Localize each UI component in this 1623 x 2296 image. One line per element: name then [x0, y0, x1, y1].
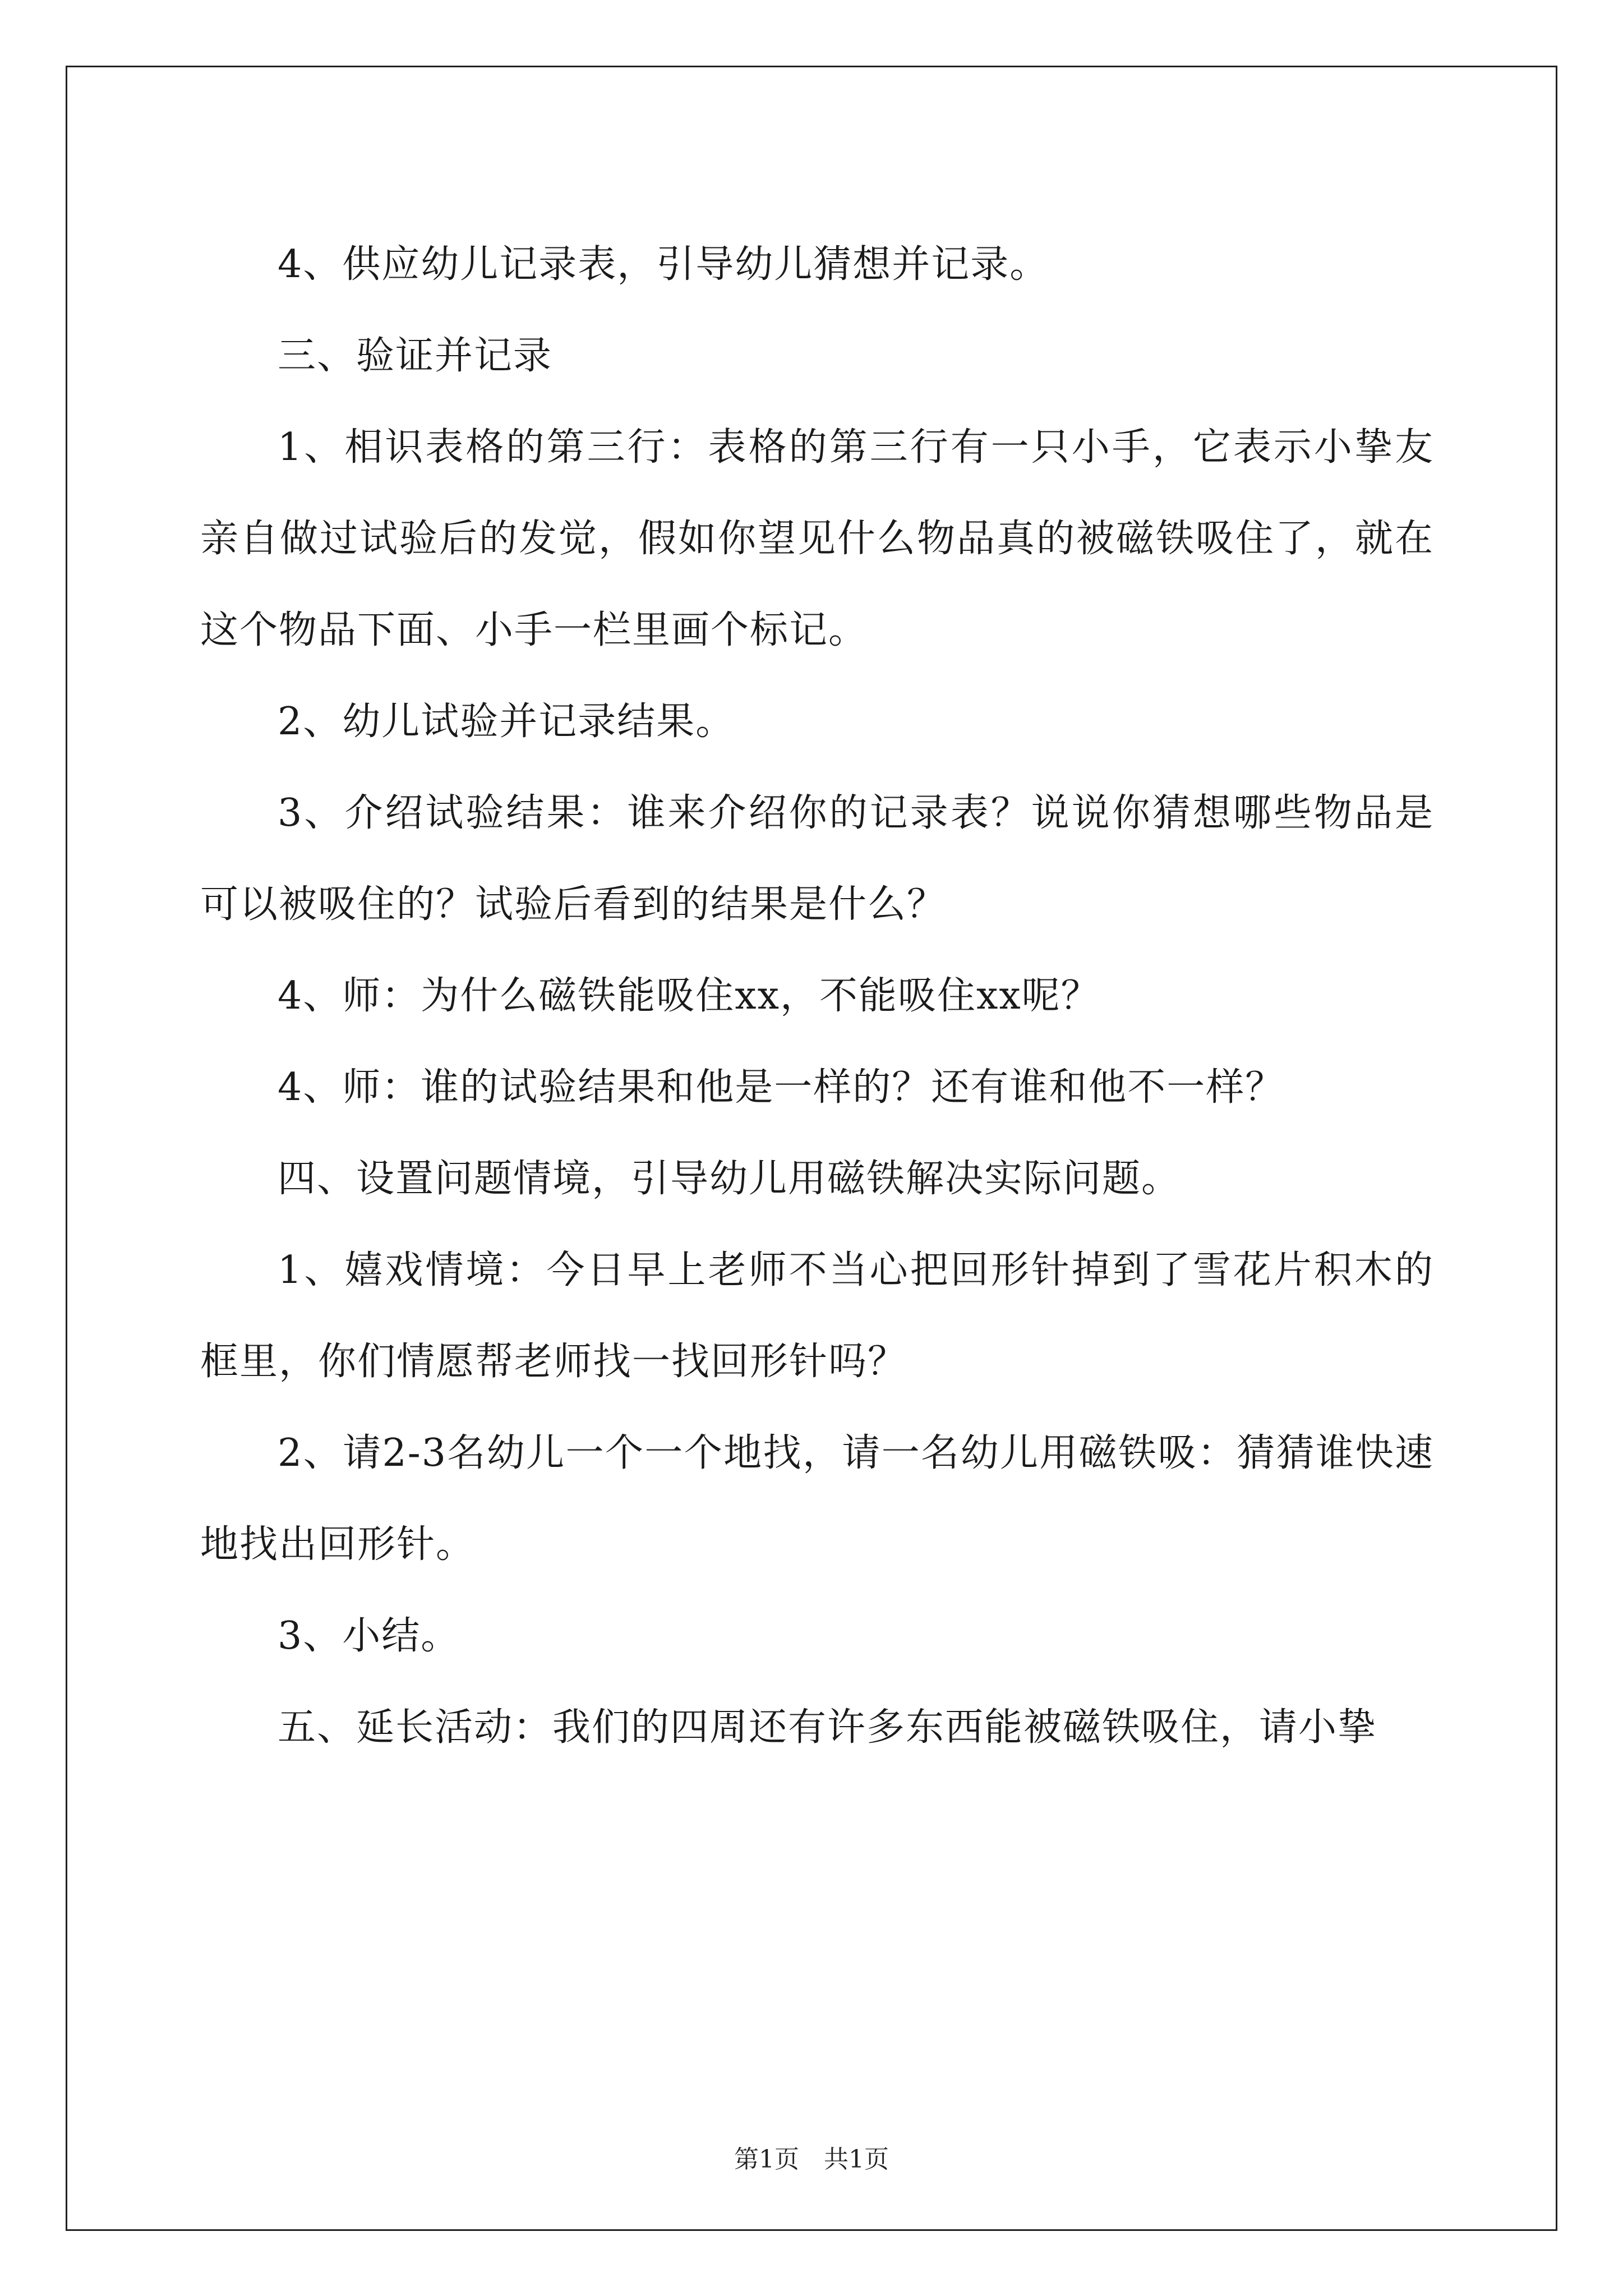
paragraph: 3、小结。 — [278, 1614, 460, 1658]
paragraph: 2、请2-3名幼儿一个一个地找，请一名幼儿用磁铁吸：猜猜谁快速地找出回形针。 — [200, 1431, 1434, 1567]
paragraph: 4、师：为什么磁铁能吸住xx，不能吸住xx呢？ — [278, 974, 1100, 1018]
paragraph: 1、相识表格的第三行：表格的第三行有一只小手，它表示小挚友亲自做过试验后的发觉，假如你望见什么物品真的被磁铁吸住了，就在这个物品下面、小手一栏里画个标记。 — [200, 425, 1434, 652]
paragraph: 4、师：谁的试验结果和他是一样的？还有谁和他不一样？ — [278, 1065, 1285, 1110]
paragraph: 4、供应幼儿记录表，引导幼儿猜想并记录。 — [278, 242, 1049, 287]
paragraph: 3、介绍试验结果：谁来介绍你的记录表？说说你猜想哪些物品是可以被吸住的？试验后看到的结果是什么？ — [200, 791, 1434, 927]
paragraph: 2、幼儿试验并记录结果。 — [278, 700, 735, 744]
paragraph: 1、嬉戏情境：今日早上老师不当心把回形针掉到了雪花片积木的框里，你们情愿帮老师找一找回形针吗？ — [200, 1248, 1434, 1384]
section-heading: 四、设置问题情境，引导幼儿用磁铁解决实际问题。 — [278, 1157, 1181, 1201]
section-heading: 三、验证并记录 — [278, 334, 553, 378]
page-number-footer: 第1页 共1页 — [734, 2145, 889, 2174]
section-heading: 五、延长活动：我们的四周还有许多东西能被磁铁吸住，请小挚 — [278, 1705, 1377, 1750]
document-body — [200, 219, 1434, 1773]
